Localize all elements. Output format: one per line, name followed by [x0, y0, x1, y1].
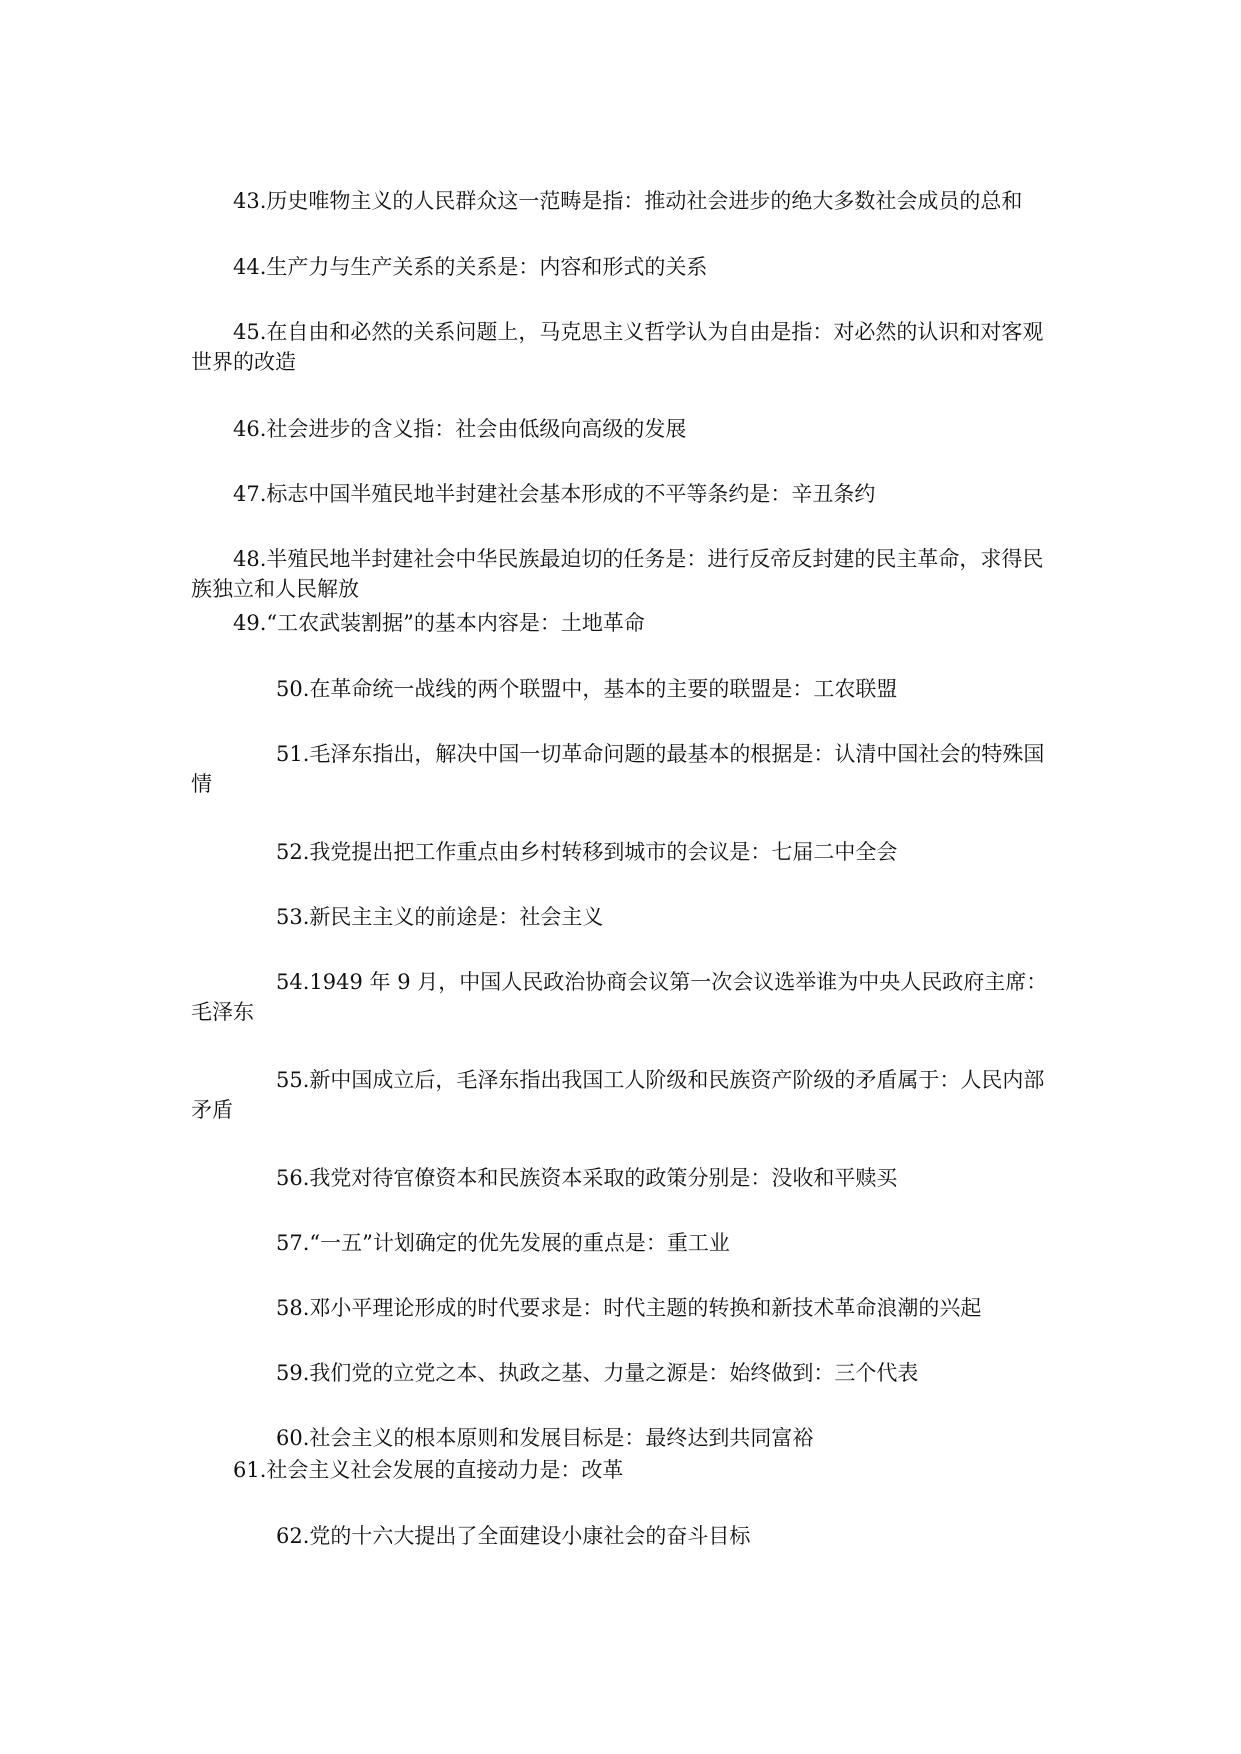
item-60: 60.社会主义的根本原则和发展目标是：最终达到共同富裕: [276, 1426, 814, 1450]
item-50: 50.在革命统一战线的两个联盟中，基本的主要的联盟是：工农联盟: [276, 677, 898, 701]
item-54: 54.1949 年 9 月，中国人民政治协商会议第一次会议选举谁为中央人民政府主席：毛泽东: [191, 970, 1048, 1024]
item-58: 58.邓小平理论形成的时代要求是：时代主题的转换和新技术革命浪潮的兴起: [276, 1296, 982, 1320]
item-56: 56.我党对待官僚资本和民族资本采取的政策分别是：没收和平赎买: [276, 1166, 898, 1190]
item-51: 51.毛泽东指出，解决中国一切革命问题的最基本的根据是：认清中国社会的特殊国情: [191, 742, 1045, 796]
item-55: 55.新中国成立后，毛泽东指出我国工人阶级和民族资产阶级的矛盾属于：人民内部矛盾: [191, 1068, 1045, 1122]
item-62: 62.党的十六大提出了全面建设小康社会的奋斗目标: [276, 1524, 751, 1548]
item-47: 47.标志中国半殖民地半封建社会基本形成的不平等条约是：辛丑条约: [233, 482, 876, 506]
item-57: 57.“一五”计划确定的优先发展的重点是：重工业: [276, 1231, 730, 1255]
item-43: 43.历史唯物主义的人民群众这一范畴是指：推动社会进步的绝大多数社会成员的总和: [233, 189, 1023, 213]
item-45: 45.在自由和必然的关系问题上，马克思主义哲学认为自由是指：对必然的认识和对客观世界的改造: [191, 320, 1044, 374]
item-59: 59.我们党的立党之本、执政之基、力量之源是：始终做到：三个代表: [276, 1361, 919, 1385]
item-46: 46.社会进步的含义指：社会由低级向高级的发展: [233, 417, 687, 441]
item-53: 53.新民主主义的前途是：社会主义: [276, 905, 604, 929]
item-48: 48.半殖民地半封建社会中华民族最迫切的任务是：进行反帝反封建的民主革命，求得民族独立和人民解放: [191, 547, 1044, 601]
item-61: 61.社会主义社会发展的直接动力是：改革: [233, 1458, 624, 1482]
item-49: 49.“工农武装割据”的基本内容是：土地革命: [233, 611, 645, 635]
item-52: 52.我党提出把工作重点由乡村转移到城市的会议是：七届二中全会: [276, 840, 898, 864]
item-44: 44.生产力与生产关系的关系是：内容和形式的关系: [233, 255, 708, 279]
